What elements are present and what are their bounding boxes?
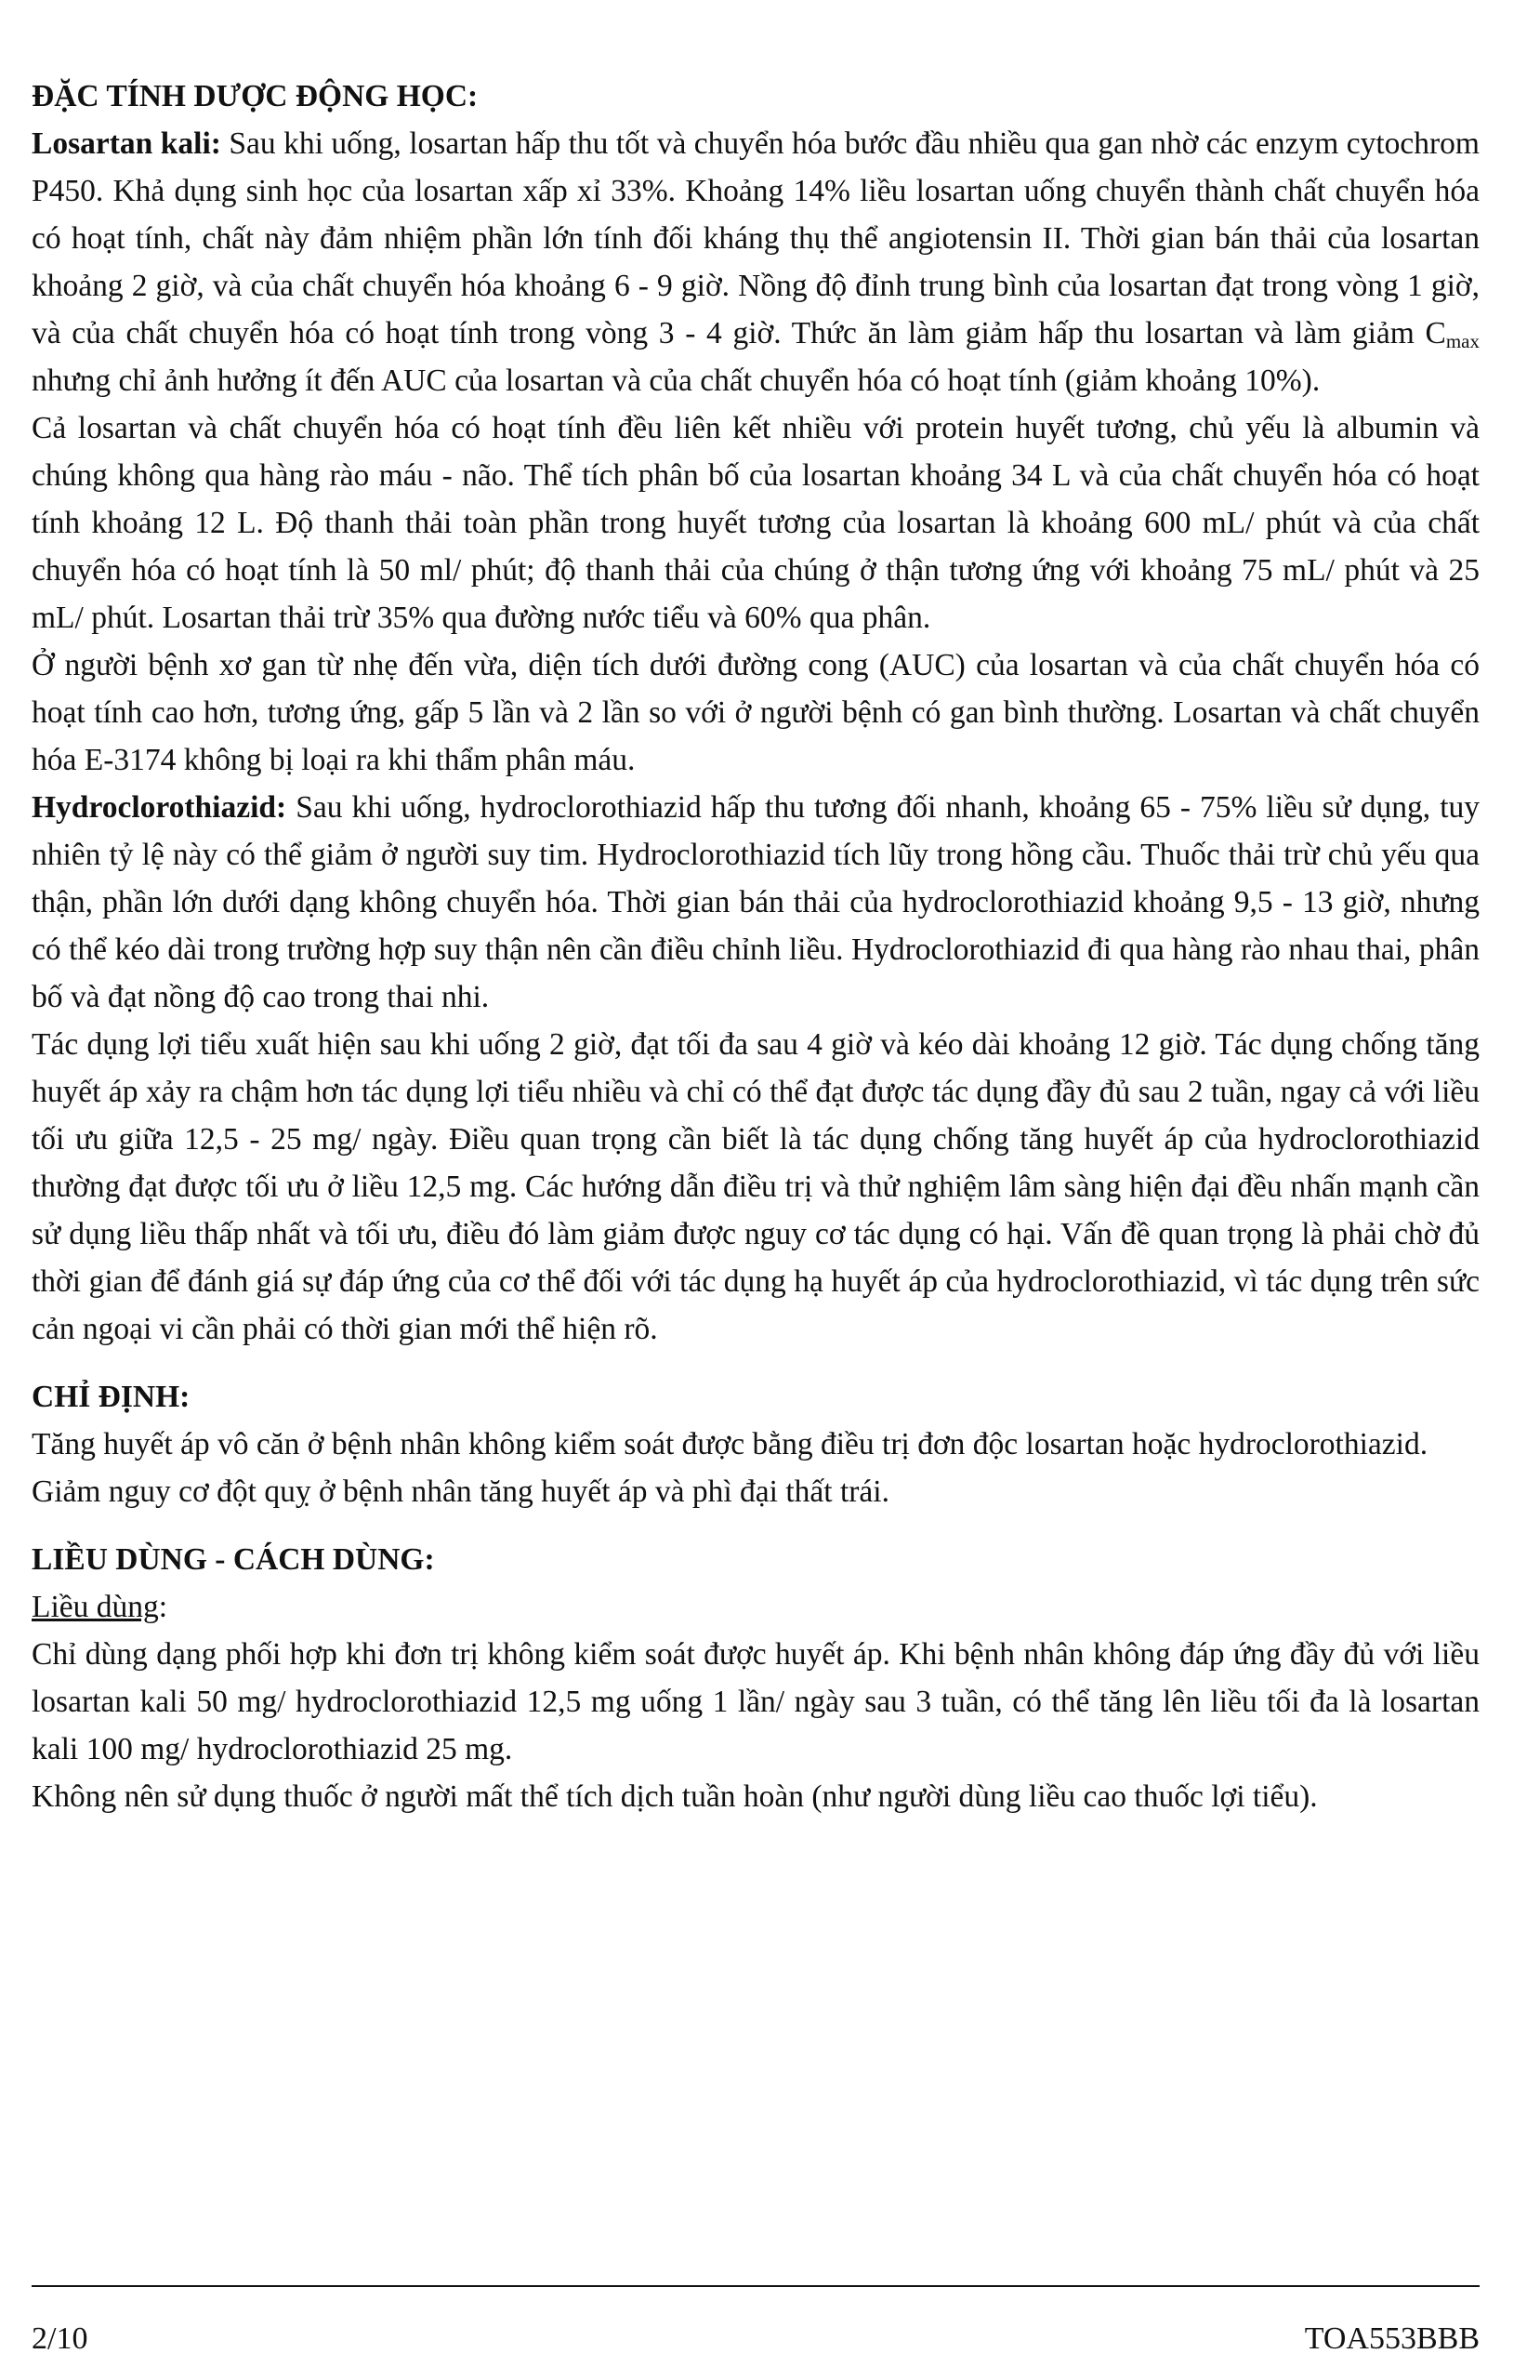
document-body — [32, 73, 1480, 1820]
losartan-text-b: nhưng chỉ ảnh hưởng ít đến AUC của losartan và của chất chuyển hóa có hoạt tính (giảm khoảng 10%). — [32, 364, 1321, 398]
dosage-subheading-label: Liều dùng — [32, 1590, 159, 1624]
dosage-subheading-colon: : — [158, 1590, 168, 1624]
diuretic-effect-paragraph: Tác dụng lợi tiểu xuất hiện sau khi uống 2 giờ, đạt tối đa sau 4 giờ và kéo dài khoảng 12 giờ. Tác dụng chống tăng huyết áp xảy ra chậm hơn tác dụng lợi tiểu nhiều và chỉ có thể đạt được tác dụng đầy đủ sau 2 tuần, ngay cả với liều tối ưu giữa 12,5 - 25 mg/ ngày. Điều quan trọng cần biết là tác dụng chống tăng huyết áp của hydroclorothiazid thường đạt được tối ưu ở liều 12,5 mg. Các hướng dẫn điều trị và thử nghiệm lâm sàng hiện đại đều nhấn mạnh cần sử dụng liều thấp nhất và tối ưu, điều đó làm giảm được nguy cơ tác dụng có hại. Vấn đề quan trọng là phải chờ đủ thời gian để đánh giá sự đáp ứng của cơ thể đối với tác dụng hạ huyết áp của hydroclorothiazid, vì tác dụng trên sức cản ngoại vi cần phải có thời gian mới thể hiện rõ. — [32, 1027, 1480, 1346]
dosage-paragraph-1: Chỉ dùng dạng phối hợp khi đơn trị không kiểm soát được huyết áp. Khi bệnh nhân không đáp ứng đầy đủ với liều losartan kali 50 mg/ hydroclorothiazid 12,5 mg uống 1 lần/ ngày sau 3 tuần, có thể tăng lên liều tối đa là losartan kali 100 mg/ hydroclorothiazid 25 mg. — [32, 1637, 1480, 1766]
hydroclorothiazid-paragraph — [32, 784, 1480, 1021]
pharmacokinetics-heading: ĐẶC TÍNH DƯỢC ĐỘNG HỌC: — [32, 79, 479, 113]
indication-paragraph-2: Giảm nguy cơ đột quỵ ở bệnh nhân tăng huyết áp và phì đại thất trái. — [32, 1474, 889, 1509]
dosage-paragraph-2: Không nên sử dụng thuốc ở người mất thể tích dịch tuần hoàn (như người dùng liều cao thuốc lợi tiểu). — [32, 1779, 1318, 1814]
losartan-lead: Losartan kali: — [32, 126, 221, 161]
section-spacer — [32, 1353, 1480, 1373]
losartan-paragraph — [32, 120, 1480, 404]
page-number: 2/10 — [32, 2321, 88, 2356]
cirrhosis-paragraph: Ở người bệnh xơ gan từ nhẹ đến vừa, diện tích dưới đường cong (AUC) của losartan và của chất chuyển hóa có hoạt tính cao hơn, tương ứng, gấp 5 lần và 2 lần so với ở người bệnh có gan bình thường. Losartan và chất chuyển hóa E-3174 không bị loại ra khi thẩm phân máu. — [32, 648, 1480, 777]
section-spacer — [32, 1515, 1480, 1536]
hydroclorothiazid-lead: Hydroclorothiazid: — [32, 790, 287, 825]
footer-divider — [32, 2285, 1480, 2287]
losartan-text-a: Sau khi uống, losartan hấp thu tốt và chuyển hóa bước đầu nhiều qua gan nhờ các enzym cytochrom P450. Khả dụng sinh học của losartan xấp xỉ 33%. Khoảng 14% liều losartan uống chuyển thành chất chuyển hóa có hoạt tính, chất này đảm nhiệm phần lớn tính đối kháng thụ thể angiotensin II. Thời gian bán thải của losartan khoảng 2 giờ, và của chất chuyển hóa khoảng 6 - 9 giờ. Nồng độ đỉnh trung bình của losartan đạt trong vòng 1 giờ, và của chất chuyển hóa có hoạt tính trong vòng 3 - 4 giờ. Thức ăn làm giảm hấp thu losartan và làm giảm C — [32, 126, 1480, 350]
dosage-subheading — [32, 1583, 1480, 1631]
distribution-paragraph: Cả losartan và chất chuyển hóa có hoạt tính đều liên kết nhiều với protein huyết tương, chủ yếu là albumin và chúng không qua hàng rào máu - não. Thể tích phân bố của losartan khoảng 34 L và của chất chuyển hóa có hoạt tính khoảng 12 L. Độ thanh thải toàn phần trong huyết tương của losartan là khoảng 600 mL/ phút và của chất chuyển hóa có hoạt tính là 50 ml/ phút; độ thanh thải của chúng ở thận tương ứng với khoảng 75 mL/ phút và 25 mL/ phút. Losartan thải trừ 35% qua đường nước tiểu và 60% qua phân. — [32, 411, 1480, 635]
indications-heading: CHỈ ĐỊNH: — [32, 1380, 191, 1414]
document-code: TOA553BBB — [1304, 2321, 1480, 2356]
cmax-subscript: max — [1445, 330, 1480, 352]
page-footer — [32, 2320, 1480, 2358]
dosage-heading: LIỀU DÙNG - CÁCH DÙNG: — [32, 1542, 435, 1577]
hydroclorothiazid-text: Sau khi uống, hydroclorothiazid hấp thu tương đối nhanh, khoảng 65 - 75% liều sử dụng, tuy nhiên tỷ lệ này có thể giảm ở người suy tim. Hydroclorothiazid tích lũy trong hồng cầu. Thuốc thải trừ chủ yếu qua thận, phần lớn dưới dạng không chuyển hóa. Thời gian bán thải của hydroclorothiazid khoảng 9,5 - 13 giờ, nhưng có thể kéo dài trong trường hợp suy thận nên cần điều chỉnh liều. Hydroclorothiazid đi qua hàng rào nhau thai, phân bố và đạt nồng độ cao trong thai nhi. — [32, 790, 1480, 1014]
indication-paragraph-1: Tăng huyết áp vô căn ở bệnh nhân không kiểm soát được bằng điều trị đơn độc losartan hoặc hydroclorothiazid. — [32, 1427, 1428, 1461]
